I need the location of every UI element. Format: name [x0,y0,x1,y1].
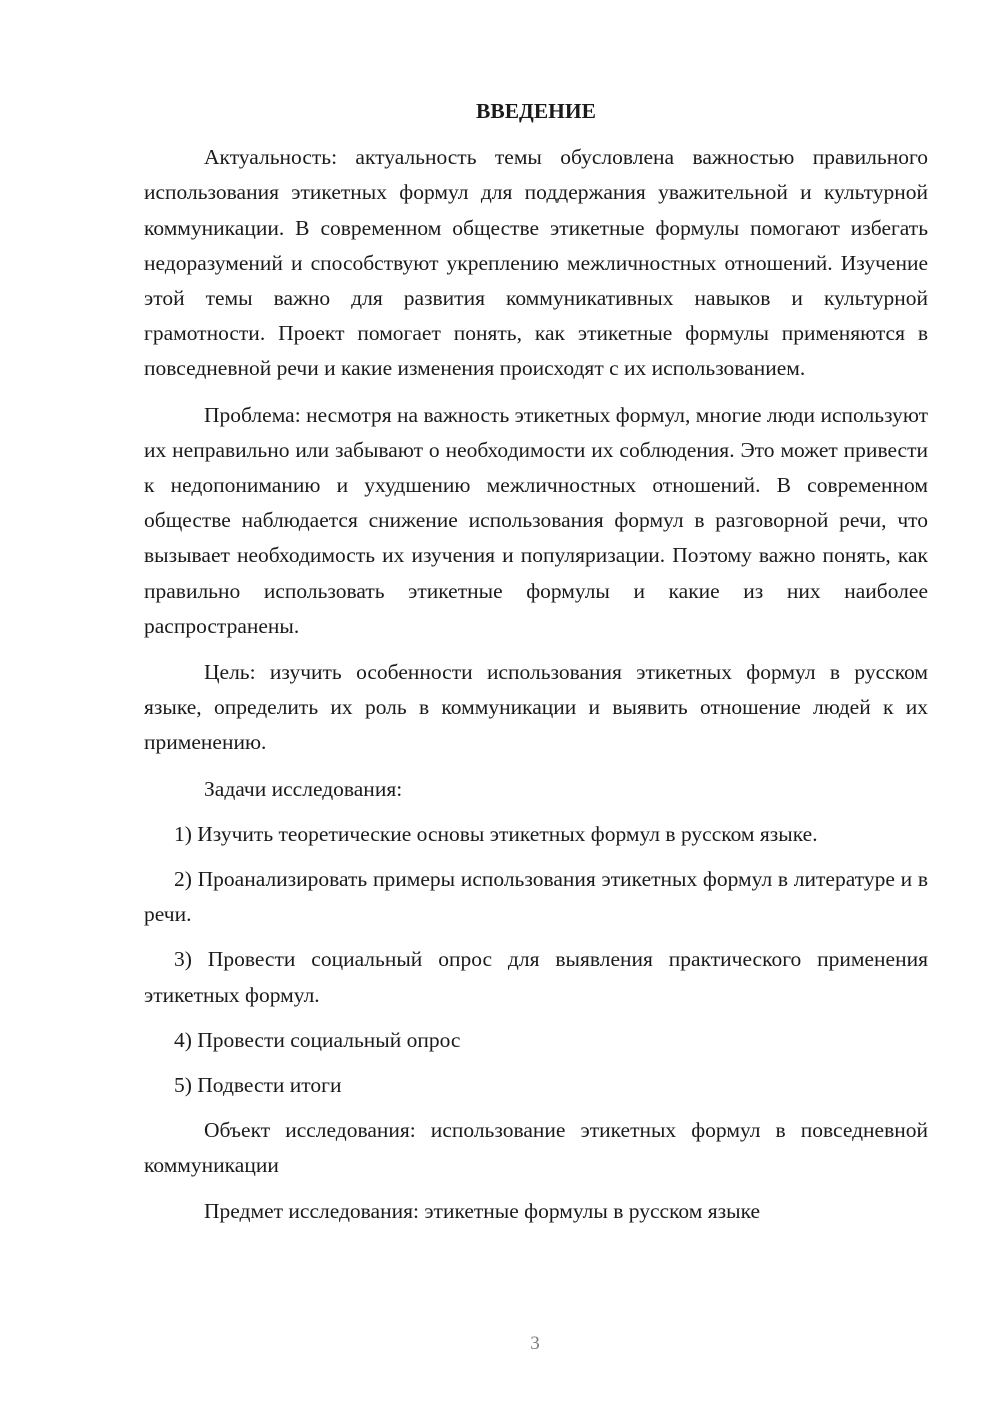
subject-paragraph: Предмет исследования: этикетные формулы в русском языке [204,1198,761,1223]
task-item-5: 5) Подвести итоги [174,1073,342,1098]
task-item-2: 2) Проанализировать примеры использования этикетных формул в литературе и в речи. [144,867,928,927]
task-item-4: 4) Провести социальный опрос [174,1027,461,1052]
problem-paragraph: Проблема: несмотря на важность этикетных формул, многие люди используют их неправильно или забывают о необходимости их соблюдения. Это может привести к недопониманию и ухудшению межличностных отношений. В современном обществе наблюдается снижение использования формул в разговорной речи, что вызывает необходимость их изучения и популяризации. Поэтому важно понять, как правильно использовать этикетные формулы и какие из них наиболее распространены. [144,402,928,638]
relevance-paragraph: Актуальность: актуальность темы обусловлена важностью правильного использования этикетных формул для поддержания уважительной и культурной коммуникации. В современном обществе этикетные формулы помогают избегать недоразумений и способствуют укреплению межличностных отношений. Изучение этой темы важно для развития коммуникативных навыков и культурной грамотности. Проект помогает понять, как этикетные формулы применяются в повседневной речи и какие изменения происходят с их использованием. [144,145,928,381]
object-paragraph: Объект исследования: использование этикетных формул в повседневной коммуникации [144,1118,928,1178]
task-item-1: 1) Изучить теоретические основы этикетных формул в русском языке. [174,821,818,846]
goal-paragraph: Цель: изучить особенности использования этикетных формул в русском языке, определить их роль в коммуникации и выявить отношение людей к их применению. [144,660,928,755]
document-body [144,94,928,1229]
section-heading: ВВЕДЕНИЕ [476,99,596,123]
tasks-heading: Задачи исследования: [204,776,403,801]
page-number: 3 [530,1333,540,1354]
task-item-3: 3) Провести социальный опрос для выявления практического применения этикетных формул. [144,947,928,1007]
